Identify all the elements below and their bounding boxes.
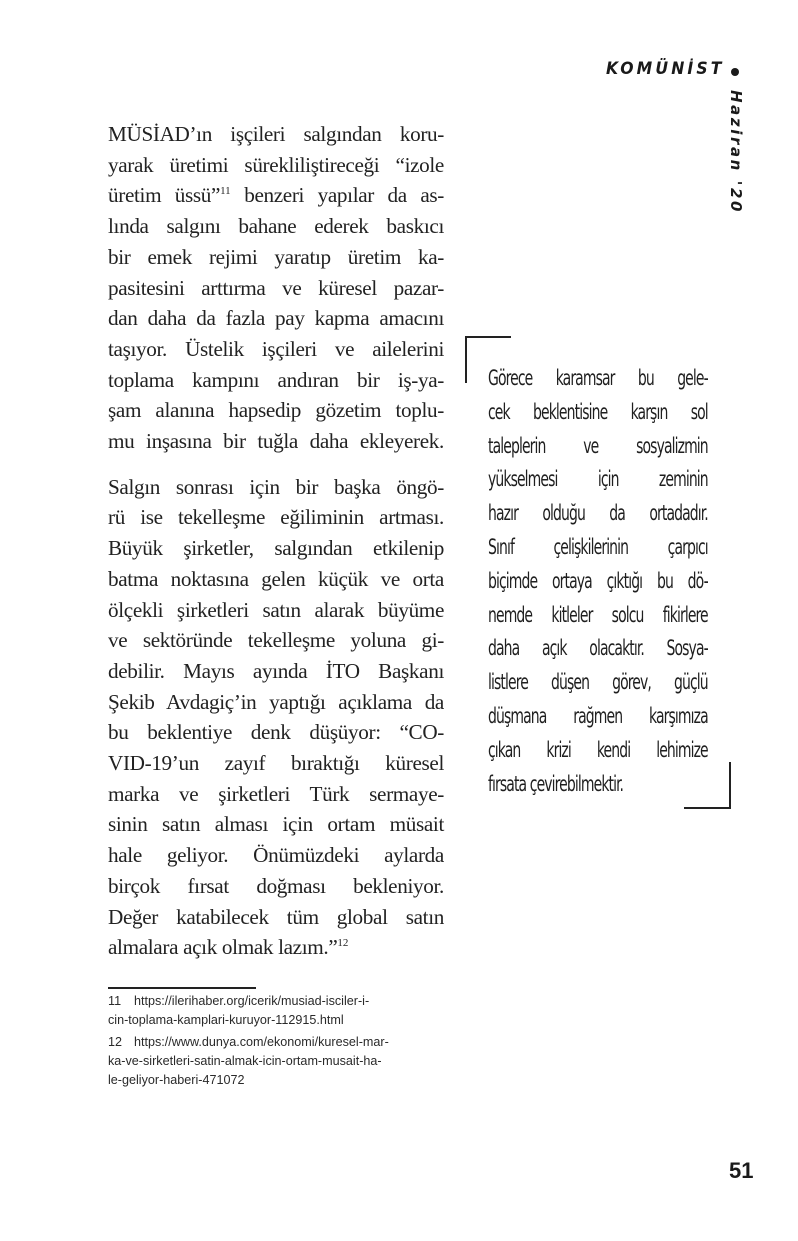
footnote-12 <box>108 1033 444 1091</box>
footnote-ref-12[interactable]: 12 <box>337 937 349 950</box>
text-fragment: almalara açık olmak lazım.” <box>108 935 338 960</box>
text-line: marka ve şirketleri Türk sermaye- <box>108 781 444 806</box>
quote-bracket-bottom-right <box>729 762 731 809</box>
text-line: ölçekli şirketleri satın alarak büyüme <box>108 597 444 622</box>
quote-line: listlere düşen görev, güçlü <box>488 670 708 695</box>
text-line: pasitesini arttırma ve küresel pazar- <box>108 275 444 300</box>
text-line: hale geliyor. Önümüzdeki aylarda <box>108 843 444 868</box>
footnote-ref-11[interactable]: 11 <box>220 185 231 198</box>
quote-line: nemde kitleler solcu fikirlere <box>488 602 708 627</box>
text-line: MÜSİAD’ın işçileri salgından koru- <box>108 122 444 146</box>
body-text <box>108 119 444 963</box>
text-line: yarak üretimi sürekliliştireceği “izole <box>108 152 444 177</box>
footnote-link[interactable]: https://ilerihaber.org/icerik/musiad-isciler-i- <box>134 994 370 1008</box>
text-line: şam alanına hapsedip gözetim toplu- <box>108 398 444 423</box>
text-line: Şekib Avdagiç’in yaptığı açıklama da <box>108 689 444 714</box>
footnotes <box>108 992 444 1092</box>
quote-line: düşmana rağmen karşımıza <box>488 703 708 728</box>
text-fragment: üretim üssü” <box>108 183 221 208</box>
text-line: debilir. Mayıs ayında İTO Başkanı <box>108 658 444 683</box>
pull-quote <box>488 362 708 801</box>
text-line: Değer katabilecek tüm global satın <box>108 904 444 929</box>
quote-line: taleplerin ve sosyalizmin <box>488 433 708 458</box>
text-line: taşıyor. Üstelik işçileri ve ailelerini <box>108 336 444 361</box>
text-line: bu beklentiye denk düşüyor: “CO- <box>108 720 444 745</box>
footnote-line <box>108 1033 444 1052</box>
page-number: 51 <box>729 1158 754 1183</box>
quote-bracket-top-left <box>465 336 511 338</box>
text-line: rü ise tekelleşme eğiliminin artması. <box>108 505 444 530</box>
quote-line: çıkan krizi kendi lehimize <box>488 737 708 762</box>
quote-line: Görece karamsar bu gele- <box>488 366 708 390</box>
footnote-line <box>108 992 444 1011</box>
text-line-with-footnote <box>108 932 444 963</box>
text-line: birçok fırsat doğması bekleniyor. <box>108 873 444 898</box>
footnote-link[interactable]: ka-ve-sirketleri-satin-almak-icin-ortam-musait-ha- <box>108 1053 382 1068</box>
quote-line: cek beklentisine karşın sol <box>488 399 708 424</box>
text-line: dan daha da fazla pay kapma amacını <box>108 306 444 331</box>
text-line: Büyük şirketler, salgından etkilenip <box>108 536 444 561</box>
publication-title: KOMÜNİST <box>606 59 725 79</box>
paragraph-2 <box>108 472 444 963</box>
footnote-link[interactable]: https://www.dunya.com/ekonomi/kuresel-mar- <box>134 1034 389 1049</box>
text-fragment: benzeri yapılar da as- <box>244 183 444 208</box>
text-line: ve sektöründe tekelleşme yoluna gi- <box>108 628 444 653</box>
text-line: batma noktasına gelen küçük ve orta <box>108 566 444 591</box>
bullet-dot-icon <box>731 68 739 76</box>
quote-bracket-top-left <box>465 336 467 383</box>
text-line-with-footnote <box>108 180 444 211</box>
footnote-11 <box>108 992 444 1031</box>
quote-line: yükselmesi için zeminin <box>488 467 708 492</box>
quote-line: Sınıf çelişkilerinin çarpıcı <box>488 534 708 559</box>
quote-line: biçimde ortaya çıktığı bu dö- <box>488 568 708 593</box>
footnote-divider <box>108 987 256 989</box>
footnote-number: 12 <box>108 1034 123 1049</box>
footnote-number: 11 <box>108 994 122 1008</box>
quote-bracket-bottom-right <box>684 807 730 809</box>
text-line: sinin satın alması için ortam müsait <box>108 812 444 837</box>
footnote-link[interactable]: le-geliyor-haberi-471072 <box>108 1073 245 1088</box>
issue-date: Haziran '20 <box>727 90 745 215</box>
text-line: toplama kampını andıran bir iş-ya- <box>108 367 444 392</box>
quote-line: daha açık olacaktır. Sosya- <box>488 636 708 661</box>
text-line: Salgın sonrası için bir başka öngö- <box>108 474 444 499</box>
text-line: VID-19’un zayıf bıraktığı küresel <box>108 751 444 776</box>
quote-line: hazır olduğu da ortadadır. <box>488 501 708 526</box>
quote-line: fırsata çevirebilmektir. <box>488 771 624 796</box>
text-line: lında salgını bahane ederek baskıcı <box>108 214 444 239</box>
text-line: bir emek rejimi yaratıp üretim ka- <box>108 244 444 269</box>
paragraph-1 <box>108 119 444 457</box>
text-line: mu inşasına bir tuğla daha ekleyerek. <box>108 429 444 454</box>
footnote-link[interactable]: cin-toplama-kamplari-kuruyor-112915.html <box>108 1013 344 1028</box>
